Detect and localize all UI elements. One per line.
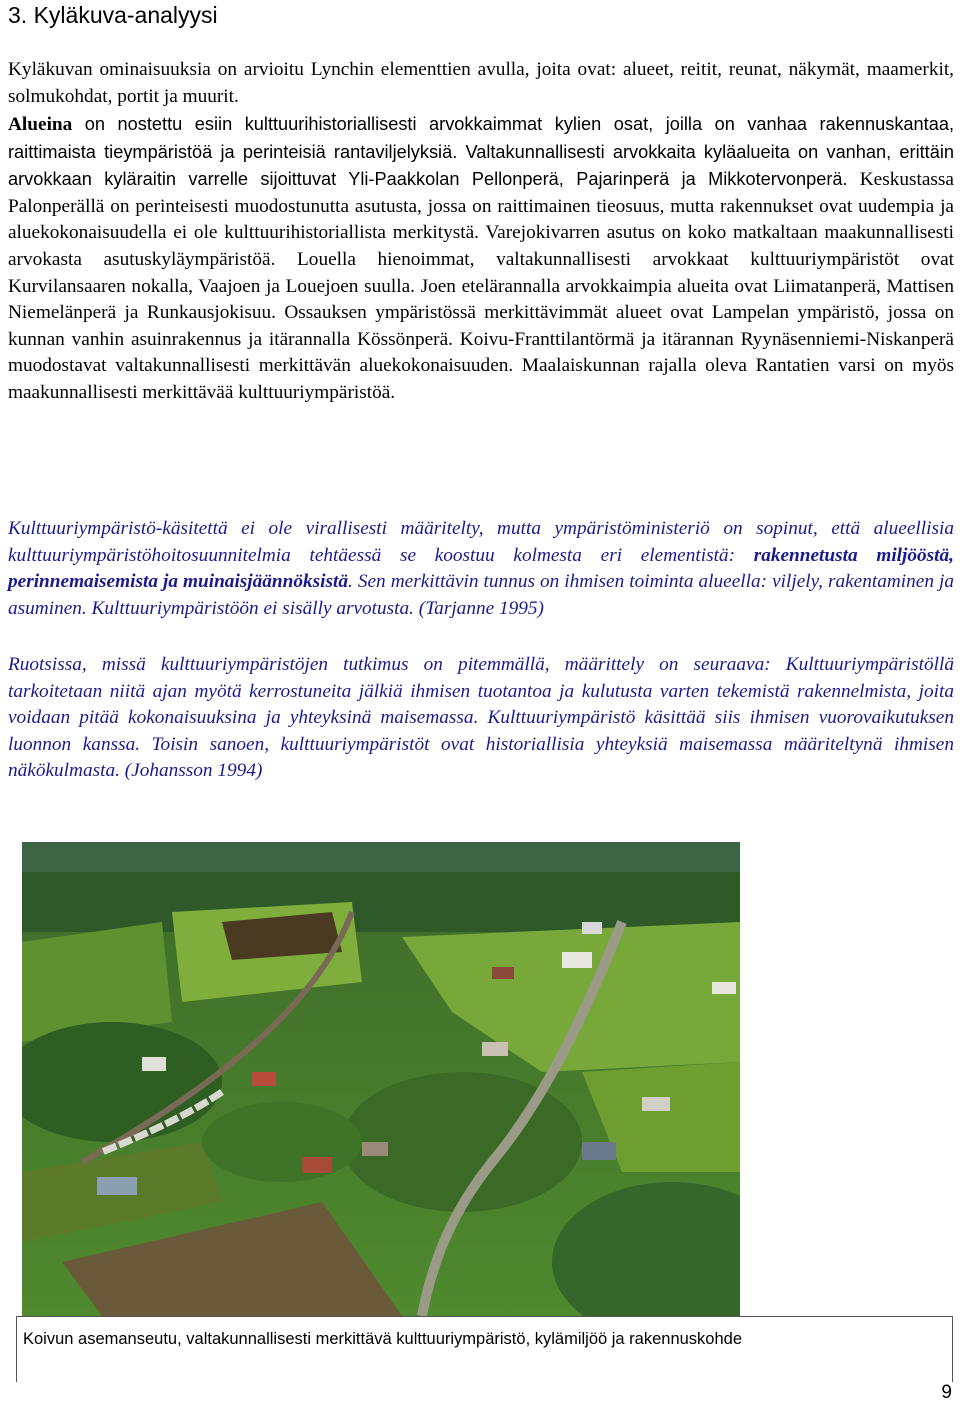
section-heading: 3. Kyläkuva-analyysi (8, 2, 218, 28)
areas-text: Keskustassa Palonperällä on perinteisesti muodostunutta asutusta, jossa on raittimainen tieosuus, mutta rakennukset ovat uudempia ja aluekokonaisuudella ei ole kulttuurihistoriallista merkitystä. Varejokivarren asutus on koko matkaltaan maakunnallisesti arvokasta asutuskyläympäristöä. Louella hienoimmat, valtakunnallisesti arvokkaat kulttuuriympäristöt ovat Kurvilansaaren nokalla, Vaajoen ja Louejoen suulla. Joen etelärannalla arvokkaimpia alueita ovat Liimatanperä, Mattisen Niemelänperä ja Runkausjokisuu. Ossauksen ympäristössä merkittävimmät alueet ovat Lampelan ympäristö, jossa on kunnan vanhin asuinrakennus ja itärannalla Kössönperä. Koivu-Franttilantörmä ja itärannan Ryynäsenniemi-Niskanperä muodostavat valtakunnallisesti merkittävän aluekokonaisuuden. Maalaiskunnan rajalla oleva Rantatien varsi on myös maakunnallisesti merkittävää kulttuuriympäristöä. (8, 169, 954, 403)
definition-text-start: Kulttuuriympäristö-käsitettä ei ole virallisesti määritelty, mutta ympäristöministeriö on sopinut, että alueellisia kulttuuriympäristöhoitosuunnitelmia tehtäessä se koostuu kolmesta eri elementistä: (8, 518, 954, 566)
definition-paragraph (8, 516, 954, 622)
aerial-photo-illustration (22, 842, 740, 1316)
definition-elements: rakennetusta miljööstä, perinnemaisemista ja muinaisjäännöksistä (8, 544, 954, 593)
photo-caption (16, 1316, 953, 1382)
intro-paragraph: Kyläkuvan ominaisuuksia on arvioitu Lynchin elementtien avulla, joita ovat: alueet, reitit, reunat, näkymät, maamerkit, solmukohdat, portit ja muurit. (8, 59, 954, 107)
sweden-definition-paragraph: Ruotsissa, missä kulttuuriympäristöjen tutkimus on pitemmällä, määrittely on seuraava: Kulttuuriympäristöllä tarkoitetaan niitä ajan myötä kerrostuneita jälkiä ihmisen tuotantoa ja kulutusta varten tekemistä rakennelmista, joita voidaan pitää kokonaisuuksina ja yhteyksinä maisemassa. Kulttuuriympäristö käsittää siis ihmisen vuorovaikutuksen luonnon kanssa. Toisin sanoen, kulttuuriympäristöt ovat historiallisia yhteyksiä maisemassa määriteltynä ihmisen näkökulmasta. (Johansson 1994) (8, 654, 954, 782)
bold-lead-term: Alueina (8, 114, 73, 135)
areas-text-sans: on nostettu esiin kulttuurihistoriallisesti arvokkaimmat kylien osat, joilla on vanhaa rakennuskantaa, raittimaista tieympäristöä ja perinteisiä rantaviljelyksiä. Valtakunnallisesti arvokkaita kyläalueita on vanhan, erittäin arvokkaan kyläraitin varrelle sijoittuvat Yli-Paakkolan Pellonperä, Pajarinperä ja Mikkotervonperä. (8, 114, 954, 190)
aerial-village-photo (22, 842, 740, 1316)
definition-text-end: . Sen merkittävin tunnus on ihmisen toiminta alueella: viljely, rakentaminen ja asuminen. Kulttuuriympäristöön ei sisälly arvotusta. (Tarjanne 1995) (8, 571, 954, 619)
areas-paragraph (8, 111, 954, 407)
photo-caption-text: Koivun asemanseutu, valtakunnallisesti merkittävä kulttuuriympäristö, kylämiljöö ja rakennuskohde (23, 1330, 743, 1348)
page-number: 9 (941, 1382, 952, 1403)
